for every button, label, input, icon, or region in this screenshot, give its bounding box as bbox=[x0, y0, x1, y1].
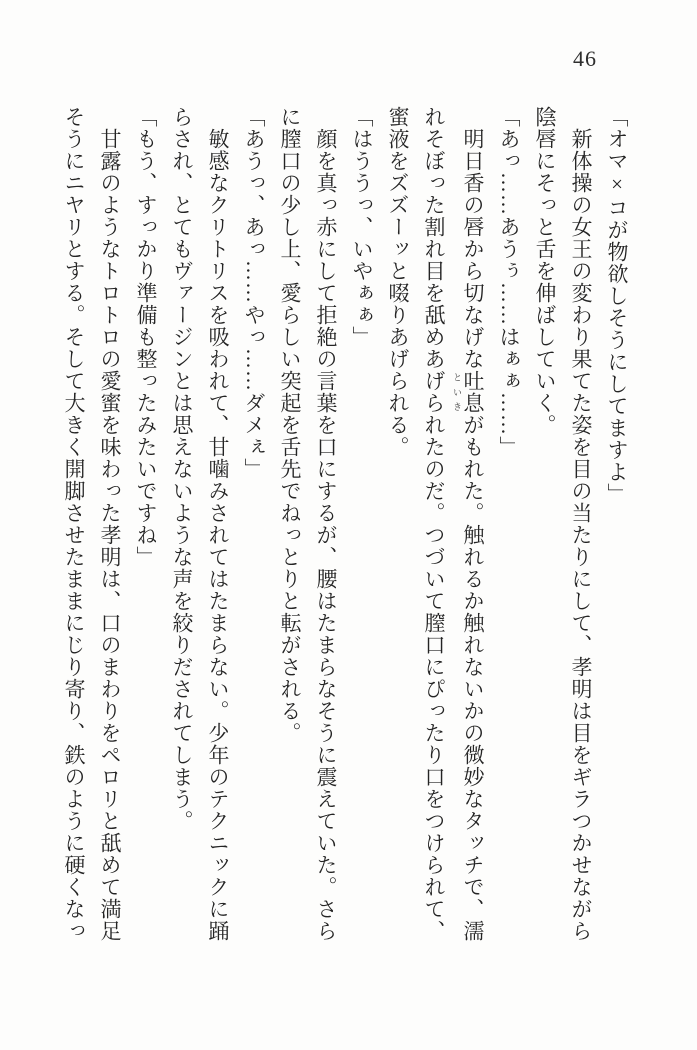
text-line-12: 敏感なクリトリスを吸われて、甘噛みされてはたまらない。少年のテクニックに踊 bbox=[206, 106, 230, 942]
text-line-10: に膣口の少し上、愛らしい突起を舌先でねっとりと転がされる。 bbox=[278, 106, 302, 744]
text-line-3: 陰唇にそっと舌を伸ばしていく。 bbox=[533, 106, 557, 436]
text-block bbox=[56, 106, 635, 962]
text-line-5 bbox=[452, 106, 491, 962]
page-number: 46 bbox=[573, 46, 597, 71]
line-5-pre-text: 明日香の唇から切なげな bbox=[461, 106, 485, 370]
text-line-dialogue-8: 「はううっ、いやぁぁ」 bbox=[350, 106, 374, 348]
text-line-15: 甘露のようなトロトロの愛蜜を味わった孝明は、口のまわりをペロリと舐めて満足 bbox=[98, 106, 122, 942]
ruby-toiki bbox=[452, 370, 485, 414]
text-line-9: 顔を真っ赤にして拒絶の言葉を口にするが、腰はたまらなそうに震えていた。さら bbox=[314, 106, 338, 942]
text-line-dialogue-11: 「あうっ、あっ……やっ……ダメぇ」 bbox=[242, 106, 266, 480]
text-line-2: 新体操の女王の変わり果てた姿を目の当たりにして、孝明は目をギラつかせながら bbox=[569, 106, 593, 942]
text-line-dialogue-14: 「もう、すっかり準備も整ったみたいですね」 bbox=[134, 106, 158, 568]
line-5-post-text: がもれた。触れるか触れないかの微妙なタッチで、濡 bbox=[461, 414, 485, 942]
ruby-base-text: 吐息 bbox=[461, 370, 485, 414]
text-line-dialogue-1: 「オマ×コが物欲しそうにしてますよ」 bbox=[605, 106, 629, 505]
text-line-16: そうにニヤリとする。そして大きく開脚させたままにじり寄り、鉄のように硬くなっ bbox=[62, 106, 86, 942]
text-line-6: れそぼった割れ目を舐めあげられたのだ。つづいて膣口にぴったり口をつけられて、 bbox=[422, 106, 446, 942]
text-line-dialogue-4: 「あっ……あうぅ……はぁぁ……」 bbox=[497, 106, 521, 458]
text-line-13: らされ、とてもヴァージンとは思えないような声を絞りだされてしまう。 bbox=[170, 106, 194, 832]
text-line-7: 蜜液をズズーッと啜りあげられる。 bbox=[386, 106, 410, 458]
ruby-furigana-text: といき bbox=[452, 370, 462, 414]
